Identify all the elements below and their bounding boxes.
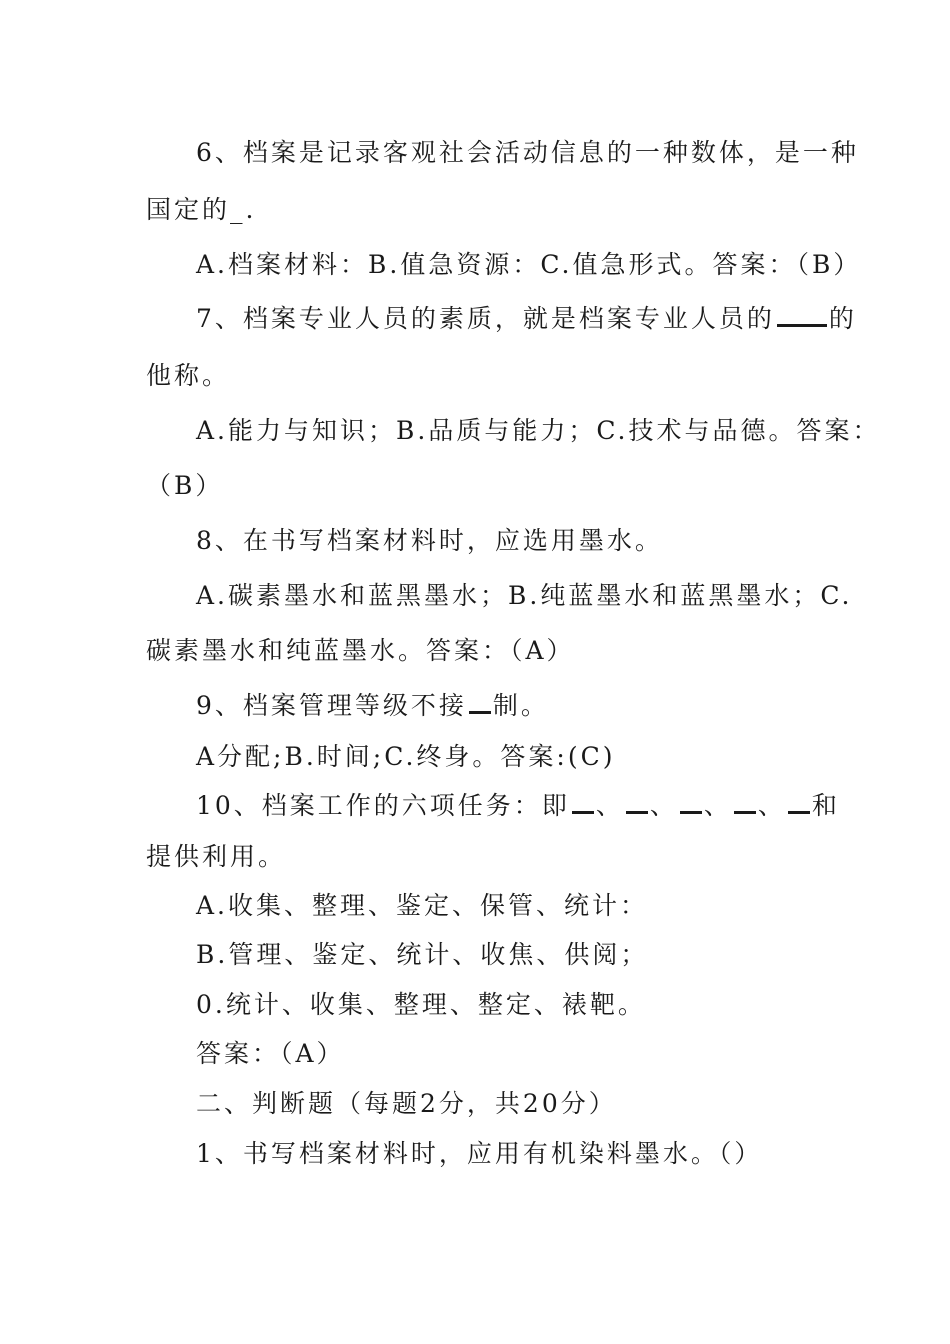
q7-stem-line-1 xyxy=(196,302,857,336)
q9-options: A分配;B.时间;C.终身。答案:(C) xyxy=(196,742,616,771)
q10-blank-3 xyxy=(680,791,702,814)
q10-sep-2: 、 xyxy=(649,791,678,820)
q10-blank-4 xyxy=(734,791,756,814)
q7-stem-pre: 7、档案专业人员的素质，就是档案专业人员的 xyxy=(196,304,775,333)
q10-sep-4: 、 xyxy=(757,791,786,820)
q9-blank xyxy=(469,691,491,714)
q9-stem xyxy=(196,689,549,723)
q7-blank xyxy=(777,304,827,327)
q10-stem-line-1 xyxy=(196,789,840,823)
q10-stem-line-2: 提供利用。 xyxy=(146,842,287,871)
q10-blank-2 xyxy=(626,791,648,814)
q8-options-line-2: 碳素墨水和纯蓝墨水。答案：（A） xyxy=(146,636,575,665)
q6-options: A.档案材料：B.值急资源：C.值急形式。答案：（B） xyxy=(196,250,862,279)
q10-stem-pre: 10、档案工作的六项任务：即 xyxy=(196,791,570,820)
q10-option-c: 0.统计、收集、整理、整定、裱靶。 xyxy=(196,990,646,1019)
q8-stem: 8、在书写档案材料时，应选用墨水。 xyxy=(196,526,663,555)
q9-stem-pre: 9、档案管理等级不接 xyxy=(196,691,467,720)
q10-blank-5 xyxy=(788,791,810,814)
q6-stem-line-2: 国定的_. xyxy=(146,195,257,224)
q8-options-line-1: A.碳素墨水和蓝黑墨水；B.纯蓝墨水和蓝黑墨水；C. xyxy=(196,581,853,610)
q10-answer: 答案：（A） xyxy=(196,1039,345,1068)
q10-sep-1: 、 xyxy=(595,791,624,820)
q10-option-b: B.管理、鉴定、统计、收焦、供阅； xyxy=(196,940,649,969)
q7-answer: （B） xyxy=(146,471,224,500)
q7-stem-line-2: 他称。 xyxy=(146,361,231,390)
q7-options: A.能力与知识；B.品质与能力；C.技术与品德。答案： xyxy=(196,416,881,445)
q10-sep-3: 、 xyxy=(703,791,732,820)
section-2-q1: 1、书写档案材料时，应用有机染料墨水。（） xyxy=(196,1139,763,1168)
q9-stem-post: 制。 xyxy=(492,691,549,720)
section-2-heading: 二、判断题（每题2分，共20分） xyxy=(196,1089,617,1118)
q10-blank-1 xyxy=(572,791,594,814)
q10-stem-post: 和 xyxy=(811,791,840,820)
q6-stem-line-1: 6、档案是记录客观社会活动信息的一种数体，是一种 xyxy=(196,138,859,167)
q10-option-a: A.收集、整理、鉴定、保管、统计： xyxy=(196,891,649,920)
q7-stem-post: 的 xyxy=(828,304,857,333)
